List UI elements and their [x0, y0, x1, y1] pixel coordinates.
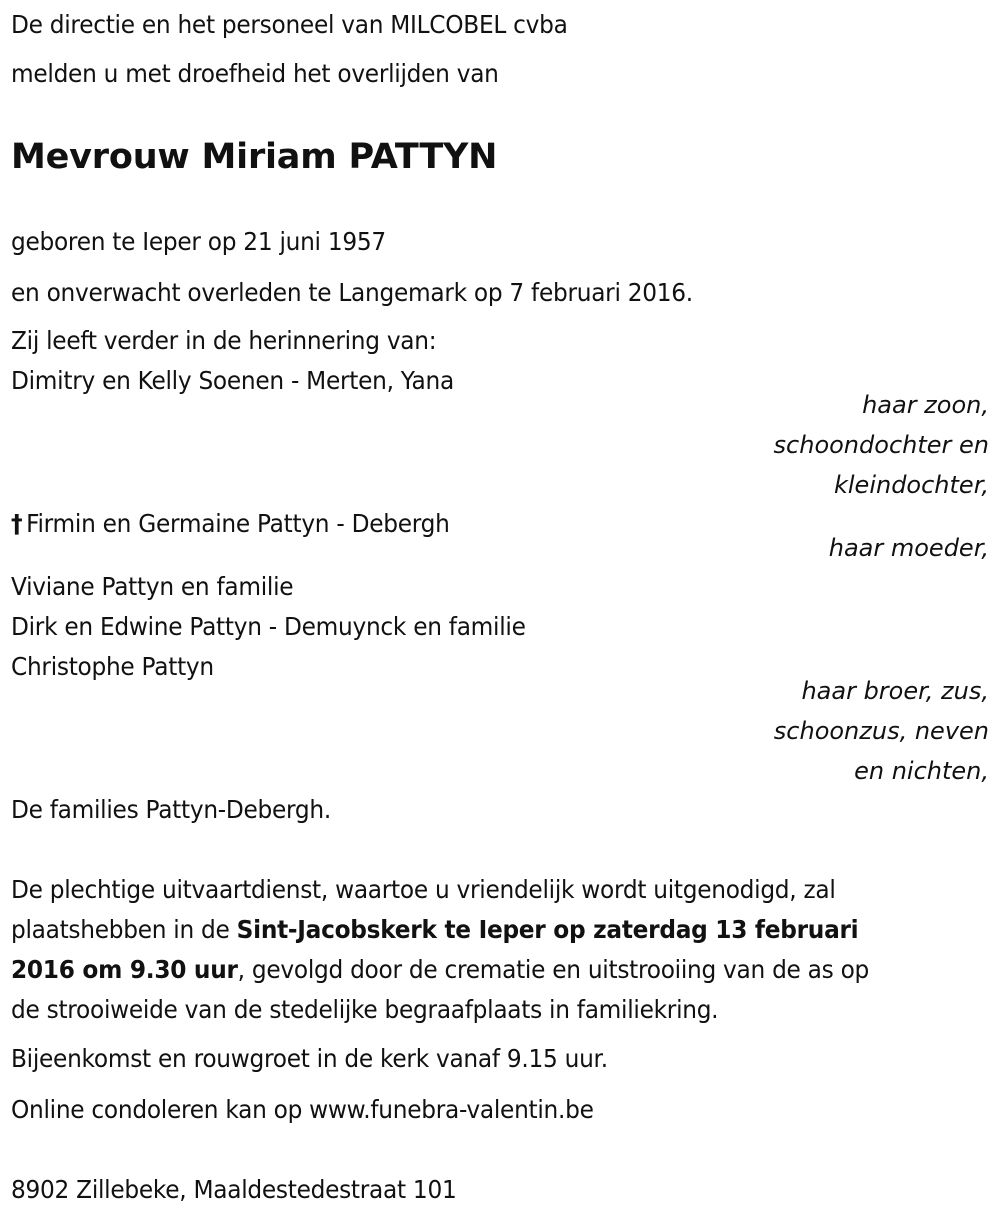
relation-label: haar moeder,: [828, 534, 989, 562]
relation-label: kleindochter,: [833, 471, 989, 499]
service-text: plaatshebben in de: [11, 915, 237, 944]
families-closing: De families Pattyn-Debergh.: [11, 795, 331, 824]
deceased-name: Mevrouw Miriam PATTYN: [11, 137, 498, 177]
survivor-name: Dimitry en Kelly Soenen - Merten, Yana: [11, 366, 454, 395]
service-location-date: Sint-Jacobskerk te Ieper op zaterdag 13 februari: [236, 915, 859, 944]
survivor-name: Firmin en Germaine Pattyn - Debergh: [26, 509, 450, 538]
birth-line: geboren te Ieper op 21 juni 1957: [11, 227, 386, 256]
survivor-name-deceased: [11, 509, 450, 539]
survivors-heading: Zij leeft verder in de herinnering van:: [11, 326, 437, 355]
relation-label: schoonzus, neven: [773, 717, 989, 745]
online-condolence: Online condoleren kan op www.funebra-valentin.be: [11, 1095, 594, 1124]
relation-label: en nichten,: [854, 757, 989, 785]
relation-label: schoondochter en: [773, 431, 989, 459]
intro-line-2: melden u met droefheid het overlijden van: [11, 59, 499, 88]
service-text: , gevolgd door de crematie en uitstrooiing van de as op: [237, 955, 870, 984]
intro-line-1: De directie en het personeel van MILCOBEL cvba: [11, 10, 568, 39]
relation-label: haar zoon,: [862, 391, 989, 419]
survivor-name: Dirk en Edwine Pattyn - Demuynck en familie: [11, 612, 526, 641]
survivor-name: Viviane Pattyn en familie: [11, 572, 294, 601]
cross-icon: †: [11, 509, 23, 538]
service-text-line-3: [11, 955, 869, 985]
survivor-name: Christophe Pattyn: [11, 652, 214, 681]
address: 8902 Zillebeke, Maaldestedestraat 101: [11, 1175, 457, 1204]
gathering-info: Bijeenkomst en rouwgroet in de kerk vanaf 9.15 uur.: [11, 1044, 608, 1073]
service-text-line-4: de strooiweide van de stedelijke begraafplaats in familiekring.: [11, 995, 719, 1024]
service-text-line-2: [11, 915, 858, 945]
death-line: en onverwacht overleden te Langemark op 7 februari 2016.: [11, 278, 693, 307]
service-time: 2016 om 9.30 uur: [11, 955, 238, 984]
service-text-line-1: De plechtige uitvaartdienst, waartoe u vriendelijk wordt uitgenodigd, zal: [11, 875, 836, 904]
relation-label: haar broer, zus,: [801, 677, 989, 705]
